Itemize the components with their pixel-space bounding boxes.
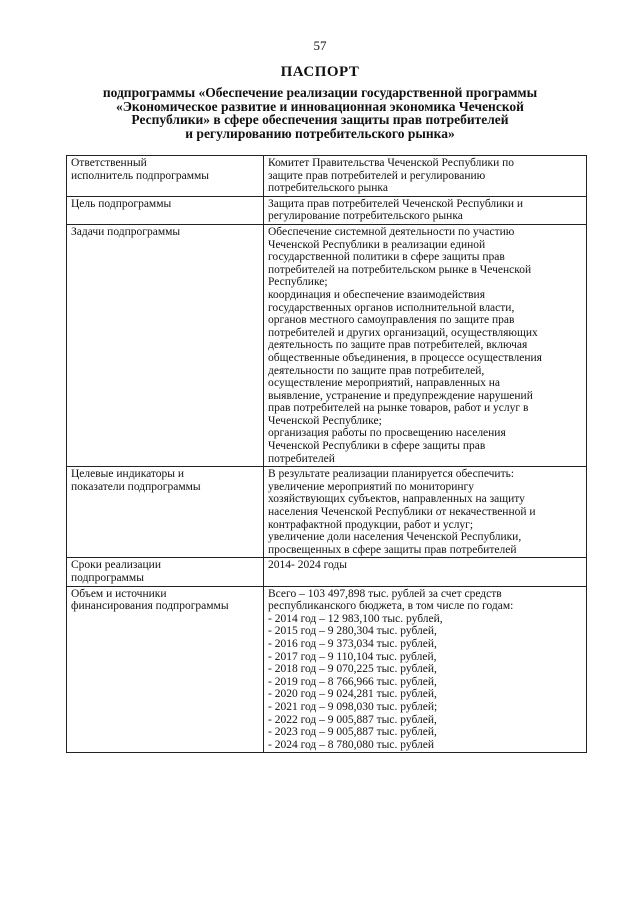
value-line: органов местного самоуправления по защите прав [268, 314, 515, 327]
subtitle-line: Республики» в сфере обеспечения защиты прав потребителей [131, 112, 509, 127]
value-line: контрафактной продукции, работ и услуг; [268, 518, 474, 531]
value-line: - 2015 год – 9 280,304 тыс. рублей, [268, 625, 437, 638]
page-subtitle [60, 86, 580, 140]
row-label [67, 224, 264, 466]
row-value [264, 586, 587, 753]
row-label [67, 467, 264, 558]
label-line: исполнитель подпрограммы [71, 169, 209, 182]
value-line: республиканского бюджета, в том числе по годам: [268, 600, 514, 613]
row-label [67, 156, 264, 197]
row-value [264, 224, 587, 466]
value-line: государственных органов исполнительной власти, [268, 301, 515, 314]
value-line: увеличение мероприятий по мониторингу [268, 480, 474, 493]
table-row-funding [67, 586, 587, 753]
value-line: В результате реализации планируется обеспечить: [268, 468, 515, 481]
table-row-timeline [67, 558, 587, 586]
label-line: финансирования подпрограммы [71, 600, 229, 613]
subtitle-line: «Экономическое развитие и инновационная экономика Чеченской [116, 98, 524, 114]
passport-table [66, 155, 587, 753]
table-row-indicators [67, 467, 587, 558]
label-line: Объем и источники [71, 587, 167, 600]
value-line: - 2023 год – 9 005,887 тыс. рублей, [268, 726, 437, 739]
table-row-tasks [67, 224, 587, 466]
label-line: Целевые индикаторы и [71, 468, 185, 481]
value-line: деятельность по защите прав потребителей, включая [268, 339, 528, 352]
value-line: - 2018 год – 9 070,225 тыс. рублей, [268, 663, 437, 676]
label-line: подпрограммы [71, 572, 144, 584]
value-line: просвещенных в сфере защиты прав потребителей [268, 543, 517, 556]
label-line: Сроки реализации [71, 559, 161, 572]
value-line: прав потребителей на рынке товаров, работ и услуг в [268, 402, 529, 415]
row-value [264, 558, 587, 586]
row-label [67, 586, 264, 753]
label-line: Цель подпрограммы [71, 197, 172, 210]
value-line: координация и обеспечение взаимодействия [268, 288, 486, 301]
value-line: Комитет Правительства Чеченской Республики по [268, 157, 515, 169]
row-value [264, 196, 587, 224]
value-line: Всего – 103 497,898 тыс. рублей за счет средств [268, 587, 502, 600]
label-line: показатели подпрограммы [71, 480, 201, 493]
value-line: выявление, устранение и предупреждение нарушений [268, 389, 533, 402]
value-line: потребительского рынка [268, 182, 388, 195]
value-line: увеличение доли населения Чеченской Республики, [268, 531, 522, 544]
value-line: хозяйствующих субъектов, направленных на защиту [268, 493, 525, 506]
subtitle-line: подпрограммы «Обеспечение реализации государственной программы [102, 85, 538, 100]
value-line: - 2016 год – 9 373,034 тыс. рублей, [268, 637, 437, 650]
value-line: осуществление мероприятий, направленных на [268, 377, 500, 390]
value-line: - 2021 год – 9 098,030 тыс. рублей; [268, 700, 438, 713]
value-line: - 2014 год – 12 983,100 тыс. рублей, [268, 612, 443, 625]
value-line: потребителей и других организаций, осуществляющих [268, 326, 538, 339]
value-line: - 2019 год – 8 766,966 тыс. рублей, [268, 675, 437, 688]
value-line: населения Чеченской Республики от некачественной и [268, 506, 536, 519]
subtitle-line: и регулированию потребительского рынка» [185, 125, 455, 141]
value-line: - 2024 год – 8 780,080 тыс. рублей [268, 738, 435, 751]
label-line: Ответственный [71, 157, 147, 169]
value-line: Республике; [268, 276, 328, 289]
value-line: Чеченской Республике; [268, 414, 382, 427]
value-line: Чеченской Республики в реализации единой [268, 238, 486, 251]
value-line: - 2020 год – 9 024,281 тыс. рублей, [268, 688, 437, 701]
value-line: Чеченской Республики в сфере защиты прав [268, 440, 486, 453]
value-line: Защита прав потребителей Чеченской Республики и [268, 197, 524, 210]
value-line: защите прав потребителей и регулированию [268, 169, 486, 182]
page-title: ПАСПОРТ [280, 64, 360, 80]
table-row-goal [67, 196, 587, 224]
value-line: потребителей [268, 452, 335, 465]
value-line: деятельности по защите прав потребителей, [268, 364, 485, 377]
label-line: Задачи подпрограммы [71, 225, 181, 238]
value-line: потребителей на потребительском рынке в Чеченской [268, 263, 532, 276]
value-line: - 2022 год – 9 005,887 тыс. рублей, [268, 713, 437, 726]
value-line: - 2017 год – 9 110,104 тыс. рублей, [268, 650, 437, 663]
row-value [264, 156, 587, 197]
value-line: государственной политики в сфере защиты прав [268, 251, 505, 264]
value-line: организация работы по просвещению населения [268, 427, 506, 440]
row-label [67, 196, 264, 224]
value-line: регулирование потребительского рынка [268, 210, 463, 223]
value-line: общественные объединения, в процессе осуществления [268, 351, 542, 364]
value-line: Обеспечение системной деятельности по участию [268, 225, 515, 238]
row-label [67, 558, 264, 586]
value-line: 2014- 2024 годы [268, 559, 348, 572]
row-value [264, 467, 587, 558]
page-number: 57 [313, 38, 327, 53]
table-row-responsible [67, 156, 587, 197]
